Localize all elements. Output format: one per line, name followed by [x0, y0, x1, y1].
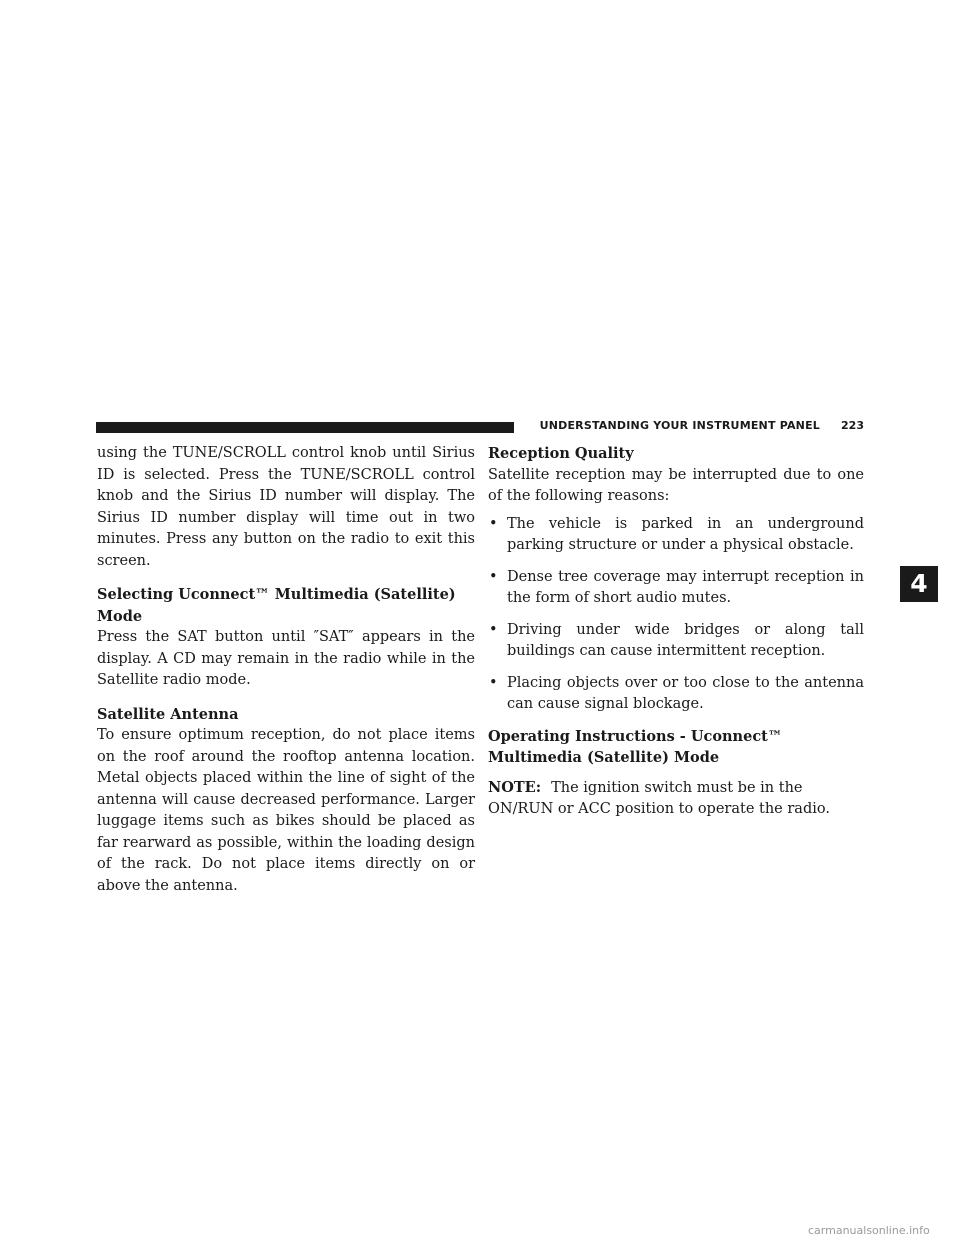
- reception-reasons-list: [488, 514, 864, 716]
- list-item: • Dense tree coverage may interrupt reception in the form of short audio mutes.: [489, 568, 864, 606]
- section-body-satellite-mode: Press the SAT button until ″SAT″ appears in the display. A CD may remain in the radio while in the Satellite radio mode.: [97, 629, 475, 688]
- right-column: [488, 443, 864, 821]
- page-number: 223: [841, 419, 864, 432]
- reception-intro: Satellite reception may be interrupted due to one of the following reasons:: [488, 466, 864, 504]
- note-label: NOTE:: [488, 778, 542, 796]
- bullet-icon: •: [489, 621, 498, 638]
- section-heading-satellite-mode: Selecting Uconnect™ Multimedia (Satellite) Mode: [97, 586, 456, 625]
- bullet-icon: •: [489, 568, 498, 585]
- intro-paragraph: using the TUNE/SCROLL control knob until Sirius ID is selected. Press the TUNE/SCROLL control knob and the Sirius ID number will display. The Sirius ID number display will time out in two minutes. Press any button on the radio to exit this screen.: [97, 445, 475, 569]
- section-heading-operating-instructions: Operating Instructions - Uconnect™ Multimedia (Satellite) Mode: [488, 727, 783, 766]
- chapter-tab: 4: [900, 566, 938, 602]
- section-heading-satellite-antenna: Satellite Antenna: [97, 705, 239, 723]
- list-item: • Placing objects over or too close to the antenna can cause signal blockage.: [489, 674, 864, 712]
- section-body-satellite-antenna: To ensure optimum reception, do not place items on the roof around the rooftop antenna location. Metal objects placed within the line of sight of the antenna will cause decreased performance. Larger luggage items such as bikes should be placed as far rearward as possible, within the loading design of the rack. Do not place items directly on or above the antenna.: [97, 727, 475, 894]
- note-paragraph: [488, 777, 864, 821]
- list-item: • The vehicle is parked in an underground parking structure or under a physical obstacle.: [489, 515, 864, 553]
- section-heading-reception-quality: Reception Quality: [488, 445, 634, 462]
- header-rule: [96, 422, 514, 433]
- page-header: [96, 417, 864, 439]
- watermark-text: carmanualsonline.info: [808, 1224, 930, 1237]
- chapter-title: UNDERSTANDING YOUR INSTRUMENT PANEL: [539, 419, 820, 432]
- left-column: [97, 443, 475, 909]
- bullet-icon: •: [489, 674, 498, 691]
- list-item: • Driving under wide bridges or along tall buildings can cause intermittent reception.: [489, 621, 864, 659]
- bullet-icon: •: [489, 515, 498, 532]
- note-text: The ignition switch must be in the ON/RUN or ACC position to operate the radio.: [488, 779, 830, 817]
